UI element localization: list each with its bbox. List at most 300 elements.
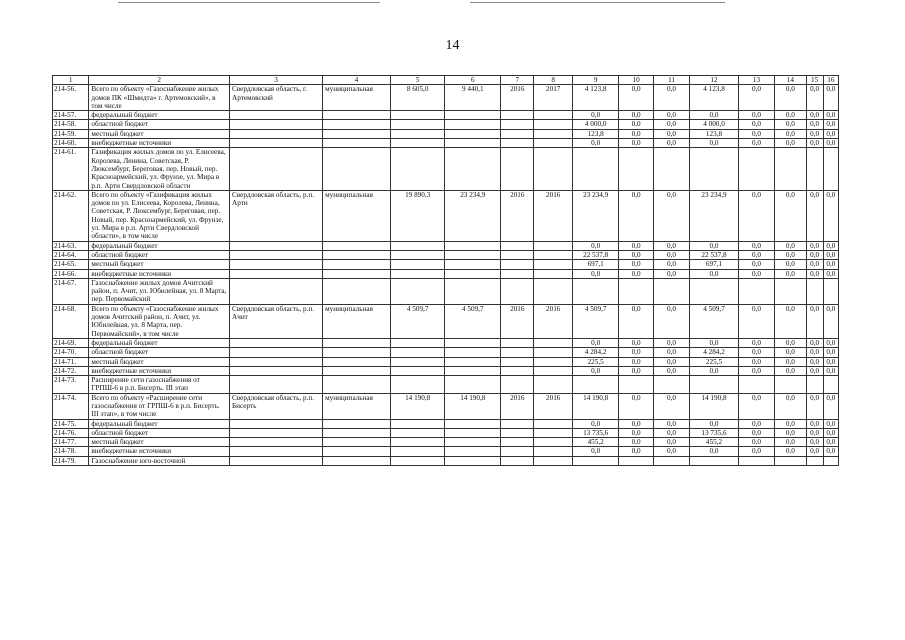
row-number-cell: 214-60. bbox=[53, 139, 89, 148]
description-cell: Газоснабжение жилых домов Ачитский район, п. Ачит, ул. Юбилейная, ул. 8 Марта, пер. Первомайский bbox=[89, 278, 230, 304]
row-number-cell: 214-62. bbox=[53, 190, 89, 241]
table-cell bbox=[230, 338, 323, 347]
description-cell: областной бюджет bbox=[89, 120, 230, 129]
table-cell bbox=[390, 241, 445, 250]
table-cell: 0,0 bbox=[823, 419, 838, 428]
table-cell bbox=[390, 357, 445, 366]
table-cell: Свердловская область, р.п. Ачит bbox=[230, 304, 323, 338]
table-cell bbox=[806, 148, 823, 190]
table-cell: 0,0 bbox=[823, 447, 838, 456]
table-cell: 0,0 bbox=[806, 438, 823, 447]
description-cell: местный бюджет bbox=[89, 438, 230, 447]
table-cell bbox=[534, 348, 572, 357]
table-cell: 0,0 bbox=[823, 393, 838, 419]
table-cell: 14 190,8 bbox=[690, 393, 739, 419]
table-cell bbox=[445, 111, 501, 120]
header-cell: 3 bbox=[230, 76, 323, 85]
table-row bbox=[53, 419, 839, 428]
table-cell: 0,0 bbox=[572, 111, 619, 120]
table-cell bbox=[775, 456, 806, 465]
table-cell: 0,0 bbox=[823, 338, 838, 347]
table-cell bbox=[572, 278, 619, 304]
table-cell: 4 000,0 bbox=[572, 120, 619, 129]
row-number-cell: 214-58. bbox=[53, 120, 89, 129]
table-cell: 0,0 bbox=[775, 357, 806, 366]
table-cell: 0,0 bbox=[823, 111, 838, 120]
table-cell bbox=[445, 129, 501, 138]
table-row bbox=[53, 428, 839, 437]
table-cell: 0,0 bbox=[619, 120, 653, 129]
table-cell: 0,0 bbox=[823, 190, 838, 241]
table-cell: 0,0 bbox=[653, 190, 689, 241]
table-cell bbox=[445, 357, 501, 366]
table-cell: 2016 bbox=[534, 393, 572, 419]
table-row bbox=[53, 120, 839, 129]
description-cell: местный бюджет bbox=[89, 129, 230, 138]
table-cell: муниципальная bbox=[323, 304, 391, 338]
table-cell bbox=[501, 419, 534, 428]
table-cell: 0,0 bbox=[823, 366, 838, 375]
table-cell bbox=[390, 338, 445, 347]
table-cell: 0,0 bbox=[572, 269, 619, 278]
table-cell: 0,0 bbox=[619, 85, 653, 111]
table-cell bbox=[501, 428, 534, 437]
header-cell: 14 bbox=[775, 76, 806, 85]
table-cell bbox=[572, 456, 619, 465]
table-cell: 0,0 bbox=[619, 260, 653, 269]
header-cell: 9 bbox=[572, 76, 619, 85]
table-row bbox=[53, 456, 839, 465]
table-cell: 0,0 bbox=[653, 419, 689, 428]
table-cell: 0,0 bbox=[619, 438, 653, 447]
table-cell bbox=[445, 260, 501, 269]
table-cell bbox=[390, 366, 445, 375]
table-cell: 2016 bbox=[534, 190, 572, 241]
table-cell: 0,0 bbox=[775, 393, 806, 419]
table-cell: 2017 bbox=[534, 85, 572, 111]
table-cell: 0,0 bbox=[619, 447, 653, 456]
table-row bbox=[53, 139, 839, 148]
table-cell: 23 234,9 bbox=[690, 190, 739, 241]
table-cell: 0,0 bbox=[619, 269, 653, 278]
row-number-cell: 214-71. bbox=[53, 357, 89, 366]
table-cell: 0,0 bbox=[806, 250, 823, 259]
table-cell bbox=[738, 456, 774, 465]
table-cell bbox=[775, 376, 806, 394]
table-cell: 2016 bbox=[501, 85, 534, 111]
table-row bbox=[53, 111, 839, 120]
table-cell bbox=[690, 456, 739, 465]
row-number-cell: 214-75. bbox=[53, 419, 89, 428]
table-cell: 0,0 bbox=[823, 357, 838, 366]
table-cell bbox=[390, 447, 445, 456]
table-cell: 0,0 bbox=[775, 85, 806, 111]
table-cell bbox=[501, 366, 534, 375]
table-cell: 0,0 bbox=[775, 447, 806, 456]
table-cell: 0,0 bbox=[690, 419, 739, 428]
description-cell: Газоснабжение юго-восточной bbox=[89, 456, 230, 465]
table-cell: 13 735,6 bbox=[690, 428, 739, 437]
table-cell bbox=[230, 269, 323, 278]
table-cell: 2016 bbox=[534, 304, 572, 338]
table-cell: 0,0 bbox=[806, 447, 823, 456]
table-cell: 0,0 bbox=[690, 447, 739, 456]
table-cell: 0,0 bbox=[823, 129, 838, 138]
table-cell bbox=[534, 357, 572, 366]
table-cell: 2016 bbox=[501, 304, 534, 338]
table-cell bbox=[534, 366, 572, 375]
table-cell: 19 890,3 bbox=[390, 190, 445, 241]
table-cell: 0,0 bbox=[806, 129, 823, 138]
table-cell: 0,0 bbox=[738, 304, 774, 338]
table-cell bbox=[230, 260, 323, 269]
table-cell: 0,0 bbox=[619, 190, 653, 241]
table-cell bbox=[323, 129, 391, 138]
table-cell bbox=[445, 250, 501, 259]
table-cell bbox=[230, 456, 323, 465]
table-cell: 0,0 bbox=[738, 269, 774, 278]
table-cell: 0,0 bbox=[775, 129, 806, 138]
table-cell: 0,0 bbox=[653, 111, 689, 120]
table-cell bbox=[501, 148, 534, 190]
table-cell: 0,0 bbox=[806, 111, 823, 120]
description-cell: федеральный бюджет bbox=[89, 241, 230, 250]
table-cell: 0,0 bbox=[690, 111, 739, 120]
table-cell: 0,0 bbox=[806, 241, 823, 250]
table-cell: 0,0 bbox=[738, 120, 774, 129]
table-cell bbox=[501, 241, 534, 250]
table-cell bbox=[534, 139, 572, 148]
table-cell: 0,0 bbox=[775, 139, 806, 148]
header-cell: 1 bbox=[53, 76, 89, 85]
table-cell: 0,0 bbox=[775, 338, 806, 347]
table-cell: 123,8 bbox=[572, 129, 619, 138]
table-cell: 0,0 bbox=[572, 447, 619, 456]
table-cell bbox=[501, 269, 534, 278]
table-cell bbox=[653, 376, 689, 394]
row-number-cell: 214-57. bbox=[53, 111, 89, 120]
table-cell bbox=[390, 428, 445, 437]
table-cell bbox=[390, 129, 445, 138]
table-cell: муниципальная bbox=[323, 190, 391, 241]
table-cell bbox=[445, 139, 501, 148]
table-row bbox=[53, 260, 839, 269]
table-row bbox=[53, 338, 839, 347]
table-cell: 0,0 bbox=[653, 304, 689, 338]
description-cell: областной бюджет bbox=[89, 348, 230, 357]
table-cell: 0,0 bbox=[806, 190, 823, 241]
table-cell: 0,0 bbox=[738, 250, 774, 259]
header-cell: 5 bbox=[390, 76, 445, 85]
table-cell bbox=[323, 456, 391, 465]
table-cell: 8 605,0 bbox=[390, 85, 445, 111]
table-cell: 0,0 bbox=[690, 338, 739, 347]
table-cell bbox=[230, 419, 323, 428]
table-cell: 455,2 bbox=[690, 438, 739, 447]
budget-table bbox=[52, 75, 839, 466]
table-cell: 0,0 bbox=[823, 428, 838, 437]
table-cell bbox=[501, 338, 534, 347]
header-cell: 6 bbox=[445, 76, 501, 85]
row-number-cell: 214-73. bbox=[53, 376, 89, 394]
table-cell bbox=[323, 447, 391, 456]
description-cell: Расширение сети газоснабжения от ГРПШ-6 в р.п. Бисерть. III этап bbox=[89, 376, 230, 394]
table-cell bbox=[534, 120, 572, 129]
table-cell: муниципальная bbox=[323, 85, 391, 111]
table-cell: 0,0 bbox=[775, 366, 806, 375]
table-cell: 0,0 bbox=[806, 260, 823, 269]
table-row bbox=[53, 447, 839, 456]
table-cell: 0,0 bbox=[738, 348, 774, 357]
table-cell: 0,0 bbox=[738, 260, 774, 269]
table-cell: 13 735,6 bbox=[572, 428, 619, 437]
table-cell: 0,0 bbox=[806, 269, 823, 278]
table-cell: 0,0 bbox=[823, 269, 838, 278]
table-cell: 0,0 bbox=[806, 139, 823, 148]
table-row bbox=[53, 190, 839, 241]
table-cell: 0,0 bbox=[653, 357, 689, 366]
table-cell bbox=[534, 111, 572, 120]
table-cell: 0,0 bbox=[823, 85, 838, 111]
table-cell: Свердловская область, г. Артемовский bbox=[230, 85, 323, 111]
table-cell: 0,0 bbox=[738, 419, 774, 428]
table-cell bbox=[323, 338, 391, 347]
table-cell bbox=[323, 278, 391, 304]
table-cell bbox=[775, 148, 806, 190]
header-cell: 12 bbox=[690, 76, 739, 85]
row-number-cell: 214-77. bbox=[53, 438, 89, 447]
table-cell: 0,0 bbox=[619, 139, 653, 148]
table-cell: 0,0 bbox=[738, 241, 774, 250]
table-cell: 0,0 bbox=[653, 139, 689, 148]
table-cell bbox=[323, 376, 391, 394]
table-cell: 23 234,9 bbox=[445, 190, 501, 241]
table-cell: 0,0 bbox=[738, 139, 774, 148]
table-cell bbox=[823, 456, 838, 465]
table-cell bbox=[445, 419, 501, 428]
table-cell: 697,1 bbox=[572, 260, 619, 269]
table-cell: 0,0 bbox=[653, 260, 689, 269]
table-cell bbox=[690, 278, 739, 304]
table-cell bbox=[501, 376, 534, 394]
table-cell bbox=[445, 376, 501, 394]
table-cell: 0,0 bbox=[572, 419, 619, 428]
table-cell bbox=[390, 148, 445, 190]
table-cell: 0,0 bbox=[619, 129, 653, 138]
table-row bbox=[53, 129, 839, 138]
table-cell bbox=[534, 419, 572, 428]
table-cell bbox=[323, 438, 391, 447]
table-cell bbox=[690, 376, 739, 394]
table-row bbox=[53, 376, 839, 394]
table-cell: 0,0 bbox=[738, 190, 774, 241]
table-cell bbox=[390, 456, 445, 465]
table-cell bbox=[619, 278, 653, 304]
table-cell bbox=[534, 278, 572, 304]
description-cell: внебюджетные источники bbox=[89, 269, 230, 278]
table-cell: 2016 bbox=[501, 190, 534, 241]
table-cell: 0,0 bbox=[823, 438, 838, 447]
table-cell bbox=[390, 250, 445, 259]
table-cell: 0,0 bbox=[775, 120, 806, 129]
table-cell: 0,0 bbox=[775, 190, 806, 241]
table-cell bbox=[534, 456, 572, 465]
table-cell: 0,0 bbox=[775, 438, 806, 447]
table-cell bbox=[390, 376, 445, 394]
table-cell bbox=[501, 447, 534, 456]
table-cell: 0,0 bbox=[619, 366, 653, 375]
table-row bbox=[53, 241, 839, 250]
table-cell bbox=[501, 120, 534, 129]
row-number-cell: 214-67. bbox=[53, 278, 89, 304]
table-cell bbox=[653, 148, 689, 190]
table-cell bbox=[445, 338, 501, 347]
table-cell: 0,0 bbox=[775, 304, 806, 338]
table-cell: 0,0 bbox=[653, 438, 689, 447]
table-cell: 0,0 bbox=[619, 357, 653, 366]
table-cell: 0,0 bbox=[823, 241, 838, 250]
table-cell bbox=[230, 447, 323, 456]
table-cell: 0,0 bbox=[738, 447, 774, 456]
table-cell: 0,0 bbox=[775, 241, 806, 250]
table-cell bbox=[775, 278, 806, 304]
table-cell bbox=[501, 456, 534, 465]
scan-top-line-right bbox=[470, 2, 725, 3]
table-cell: 0,0 bbox=[775, 111, 806, 120]
row-number-cell: 214-72. bbox=[53, 366, 89, 375]
table-cell: 225,5 bbox=[572, 357, 619, 366]
table-cell bbox=[738, 278, 774, 304]
table-cell: 0,0 bbox=[738, 428, 774, 437]
table-cell: 0,0 bbox=[738, 338, 774, 347]
header-cell: 15 bbox=[806, 76, 823, 85]
description-cell: внебюджетные источники bbox=[89, 139, 230, 148]
table-cell: 0,0 bbox=[823, 120, 838, 129]
table-cell bbox=[619, 376, 653, 394]
table-cell bbox=[445, 148, 501, 190]
row-number-cell: 214-61. bbox=[53, 148, 89, 190]
header-cell: 4 bbox=[323, 76, 391, 85]
table-cell bbox=[534, 129, 572, 138]
description-cell: федеральный бюджет bbox=[89, 111, 230, 120]
table-cell: 4 284,2 bbox=[572, 348, 619, 357]
table-cell: 0,0 bbox=[619, 304, 653, 338]
table-cell bbox=[534, 338, 572, 347]
table-cell bbox=[445, 438, 501, 447]
table-cell: 0,0 bbox=[619, 393, 653, 419]
table-cell: 0,0 bbox=[775, 419, 806, 428]
table-cell: 0,0 bbox=[806, 304, 823, 338]
table-cell bbox=[806, 278, 823, 304]
table-cell bbox=[534, 376, 572, 394]
table-cell bbox=[501, 250, 534, 259]
table-cell bbox=[806, 456, 823, 465]
table-cell bbox=[534, 428, 572, 437]
table-cell bbox=[501, 278, 534, 304]
table-row bbox=[53, 269, 839, 278]
table-cell: 0,0 bbox=[572, 366, 619, 375]
table-cell: 0,0 bbox=[690, 139, 739, 148]
table-cell: 0,0 bbox=[806, 366, 823, 375]
table-row bbox=[53, 304, 839, 338]
row-number-cell: 214-74. bbox=[53, 393, 89, 419]
table-cell bbox=[230, 438, 323, 447]
table-cell bbox=[501, 129, 534, 138]
table-cell bbox=[230, 366, 323, 375]
table-cell: 0,0 bbox=[690, 366, 739, 375]
description-cell: Газификация жилых домов по ул. Елисеева, Королева, Ленина, Советская, Р. Люксембург, Береговая, пер. Новый, пер. Красноармейский, ул. Фрунзе, ул. Мира в р.п. Арти Свердловской области bbox=[89, 148, 230, 190]
table-cell bbox=[534, 447, 572, 456]
table-cell bbox=[534, 148, 572, 190]
header-cell: 11 bbox=[653, 76, 689, 85]
table-cell: 0,0 bbox=[619, 419, 653, 428]
description-cell: внебюджетные источники bbox=[89, 447, 230, 456]
row-number-cell: 214-76. bbox=[53, 428, 89, 437]
table-cell bbox=[323, 428, 391, 437]
table-cell: 0,0 bbox=[738, 438, 774, 447]
table-cell: 0,0 bbox=[806, 120, 823, 129]
table-cell: 0,0 bbox=[738, 393, 774, 419]
table-cell: 9 440,1 bbox=[445, 85, 501, 111]
table-cell: 0,0 bbox=[775, 348, 806, 357]
table-cell bbox=[230, 428, 323, 437]
table-cell bbox=[230, 139, 323, 148]
row-number-cell: 214-63. bbox=[53, 241, 89, 250]
table-cell bbox=[390, 419, 445, 428]
table-cell bbox=[534, 269, 572, 278]
table-cell bbox=[230, 148, 323, 190]
table-cell: 0,0 bbox=[823, 250, 838, 259]
table-cell bbox=[230, 120, 323, 129]
table-cell bbox=[619, 148, 653, 190]
table-cell bbox=[534, 241, 572, 250]
table-cell bbox=[445, 366, 501, 375]
table-cell bbox=[230, 111, 323, 120]
table-cell: 0,0 bbox=[653, 393, 689, 419]
table-cell: 0,0 bbox=[572, 139, 619, 148]
table-cell bbox=[390, 260, 445, 269]
table-cell bbox=[390, 139, 445, 148]
description-cell: Всего по объекту «Газоснабжение жилых домов ПК «Шмидта» г. Артемовский», в том числе bbox=[89, 85, 230, 111]
table-cell: 0,0 bbox=[653, 338, 689, 347]
table-row bbox=[53, 393, 839, 419]
table-cell: 0,0 bbox=[653, 85, 689, 111]
table-cell bbox=[230, 376, 323, 394]
row-number-cell: 214-78. bbox=[53, 447, 89, 456]
table-cell bbox=[445, 269, 501, 278]
header-cell: 8 bbox=[534, 76, 572, 85]
table-cell: 0,0 bbox=[653, 241, 689, 250]
table-cell: 2016 bbox=[501, 393, 534, 419]
description-cell: Всего по объекту «Расширение сети газоснабжения от ГРПШ-6 в р.п. Бисерть. III этап», в том числе bbox=[89, 393, 230, 419]
table-cell: 0,0 bbox=[653, 428, 689, 437]
scan-top-line-left bbox=[118, 2, 380, 3]
table-cell: 0,0 bbox=[806, 393, 823, 419]
table-header-row bbox=[53, 76, 839, 85]
table-cell: 0,0 bbox=[823, 260, 838, 269]
table-cell bbox=[738, 376, 774, 394]
table-cell: 0,0 bbox=[653, 269, 689, 278]
table-cell: 0,0 bbox=[653, 120, 689, 129]
table-cell: 0,0 bbox=[653, 447, 689, 456]
table-cell bbox=[501, 260, 534, 269]
table-cell bbox=[823, 278, 838, 304]
table-cell: 0,0 bbox=[653, 250, 689, 259]
table-cell bbox=[445, 428, 501, 437]
table-cell: 0,0 bbox=[823, 139, 838, 148]
table-cell bbox=[823, 148, 838, 190]
table-cell bbox=[323, 419, 391, 428]
